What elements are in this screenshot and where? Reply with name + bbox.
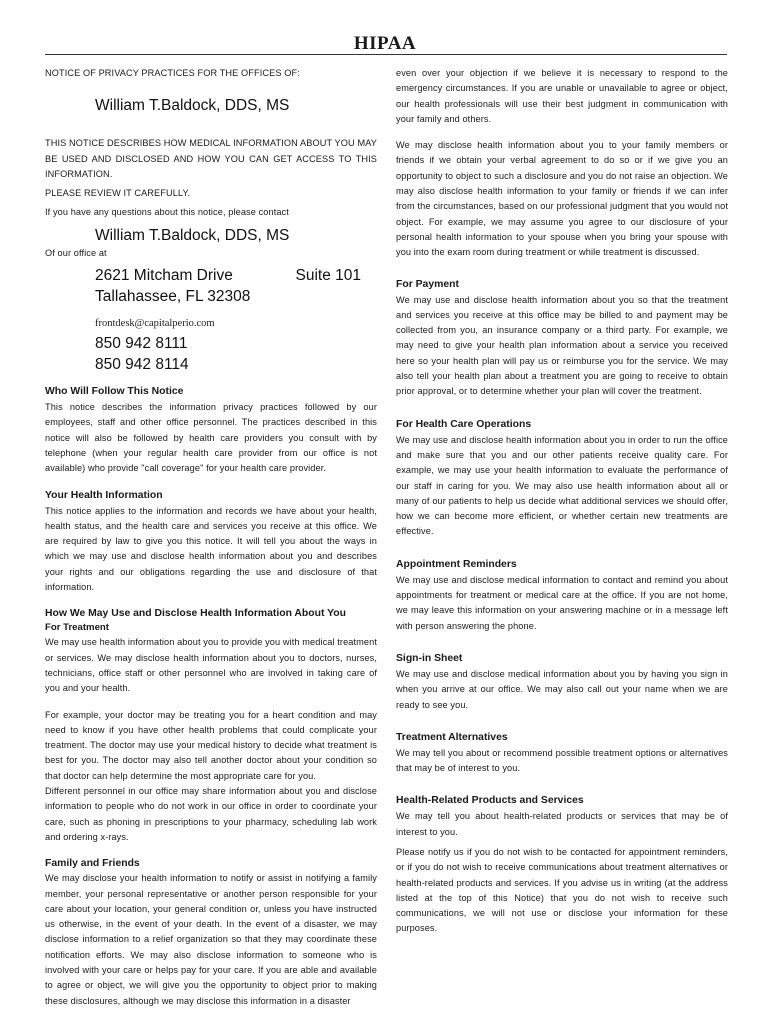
who-follows-heading: Who Will Follow This Notice — [45, 386, 184, 398]
family-members-text: We may disclose health information about you to your family members or friends if we obtain your verbal agreement to do so or if we give you an opportunity to object to such a disclosure and you do not raise an objection. We may also disclose health information to your family or friends if we can infer from the circumstances, based on our professional judgment that you would not object. For example, we may assume you agree to our disclosure of your personal health information to your spouse when you bring your spouse with you into the exam room during treatment or while treatment is discussed. — [396, 140, 728, 258]
how-use-heading: How We May Use and Disclose Health Information About You — [45, 608, 346, 620]
page-title: HIPAA — [353, 33, 417, 54]
health-info-heading: Your Health Information — [45, 489, 163, 501]
office-address — [45, 265, 377, 375]
family-friends-heading: Family and Friends — [45, 858, 140, 870]
office-at-label: Of our office at — [45, 247, 107, 258]
questions-text: If you have any questions about this notice, please contact — [45, 207, 289, 218]
phone-number-2: 850 942 8114 — [95, 356, 189, 374]
health-info-text: This notice applies to the information and records we have about your health, health status, and the health care and services you receive at this office. We are required by law to give you this notice. It will tell you about the ways in which we may use and disclose health information about you and describes your rights and our obligations regarding the use and disclosure of that information. — [45, 505, 377, 593]
right-column — [396, 66, 728, 937]
operations-heading: For Health Care Operations — [396, 418, 532, 430]
doctor-name: William T.Baldock, DDS, MS — [95, 97, 290, 115]
who-follows-text: This notice describes the information privacy practices followed by our employees, staff and other office personnel. The practices described in this notice will also be followed by health care providers you consult with by telephone (when your regular health care provider from our office is not available) who provide "call coverage" for your health care provider. — [45, 402, 377, 474]
alternatives-text: We may tell you about or recommend possible treatment options or alternatives that may be of interest to you. — [396, 747, 728, 774]
products-text: We may tell you about health-related products or services that may be of interest to you. — [396, 811, 728, 837]
opt-out-text: Please notify us if you do not wish to be contacted for appointment reminders, or if you do not wish to receive communications about treatment alternatives or health-related products and services. If you advise us in writing (at the address listed at the top of this Notice) that you do not wish to receive such communications, we will not use or disclose your information for these purposes. — [396, 846, 728, 934]
signin-heading: Sign-in Sheet — [396, 652, 463, 664]
signin-text: We may use and disclose medical information about you by having you sign in when you arrive at our office. We may also call out your name when we are ready to see you. — [396, 668, 728, 710]
treatment-heading: For Treatment — [45, 622, 109, 634]
notice-description: THIS NOTICE DESCRIBES HOW MEDICAL INFORMATION ABOUT YOU MAY BE USED AND DISCLOSED AND HOW YOU CAN GET ACCESS TO THIS INFORMATION. — [45, 138, 377, 179]
contact-name: William T.Baldock, DDS, MS — [95, 226, 290, 244]
phone-number-1: 850 942 8111 — [95, 335, 188, 353]
family-continued-text: even over your objection if we believe it is necessary to respond to the emergency circumstances. If you are unable or unavailable to agree or object, our health professionals will use their best judgment in communication with your family and others. — [396, 68, 728, 124]
notice-of-heading: NOTICE OF PRIVACY PRACTICES FOR THE OFFICES OF: — [45, 68, 300, 78]
email-address: frontdesk@capitalperio.com — [95, 318, 215, 330]
payment-heading: For Payment — [396, 278, 459, 290]
treatment-example-text: For example, your doctor may be treating you for a heart condition and may need to know if you have other health problems that could complicate your treatment. The doctor may use your medical history to decide what treatment is best for you. The doctor may also tell another doctor about your condition so that doctor can help determine the most appropriate care for you. — [45, 709, 377, 781]
left-column — [45, 66, 377, 1009]
address-street: 2621 Mitcham Drive — [95, 267, 233, 285]
treatment-text: We may use health information about you to provide you with medical treatment or services. We may disclose health information about you to doctors, nurses, technicians, office staff or other personnel who are involved in taking care of you and your health. — [45, 637, 377, 694]
appointment-text: We may use and disclose medical information to contact and remind you about appointments for treatment or medical care at the office. If you are not home, we may leave this information on your answering machine or in a message left with person answering the phone. — [396, 574, 728, 631]
appointment-heading: Appointment Reminders — [396, 558, 517, 570]
title-divider — [45, 54, 727, 55]
operations-text: We may use and disclose health information about you in order to run the office and make sure that you and our other patients receive quality care. For example, we may use your health information to evaluate the performance of our staff in caring for you. We may also use health information about all or many of our patients to help us decide what additional services we should offer, how we can become more efficient, or whether certain new treatments are effective. — [396, 434, 728, 537]
family-friends-text: We may disclose your health information to notify or assist in notifying a family member, your personal representative or another person responsible for your care about your location, your general condition or, unless you have instructed us otherwise, in the event of your death. In the event of a disaster, we may disclose information to a relief organization so that they may coordinate these notification efforts. We may also disclose information to someone who is involved with your care or helps pay for your care. If you are able and available to agree or object, we will give you the opportunity to object prior to making these disclosures, although we may disclose this information in a disaster — [45, 873, 377, 1006]
products-heading: Health-Related Products and Services — [396, 795, 584, 807]
review-instruction: PLEASE REVIEW IT CAREFULLY. — [45, 188, 191, 199]
address-city: Tallahassee, FL 32308 — [95, 288, 251, 306]
payment-text: We may use and disclose health information about you so that the treatment and services you receive at this office may be billed to and payment may be collected from you, an insurance company or a third party. For example, we may need to give your health plan information about a service you received here so your health plan will pay us or reimburse you for the service. We may also tell your health plan about a treatment you are going to receive to obtain prior approval, or to determine whether your plan will cover the treatment. — [396, 294, 728, 397]
personnel-sharing-text: Different personnel in our office may share information about you and disclose information to people who do not work in our office in order to coordinate your care, such as phoning in prescriptions to your pharmacy, scheduling lab work and ordering x-rays. — [45, 786, 377, 842]
address-suite: Suite 101 — [295, 267, 361, 285]
alternatives-heading: Treatment Alternatives — [396, 731, 508, 743]
